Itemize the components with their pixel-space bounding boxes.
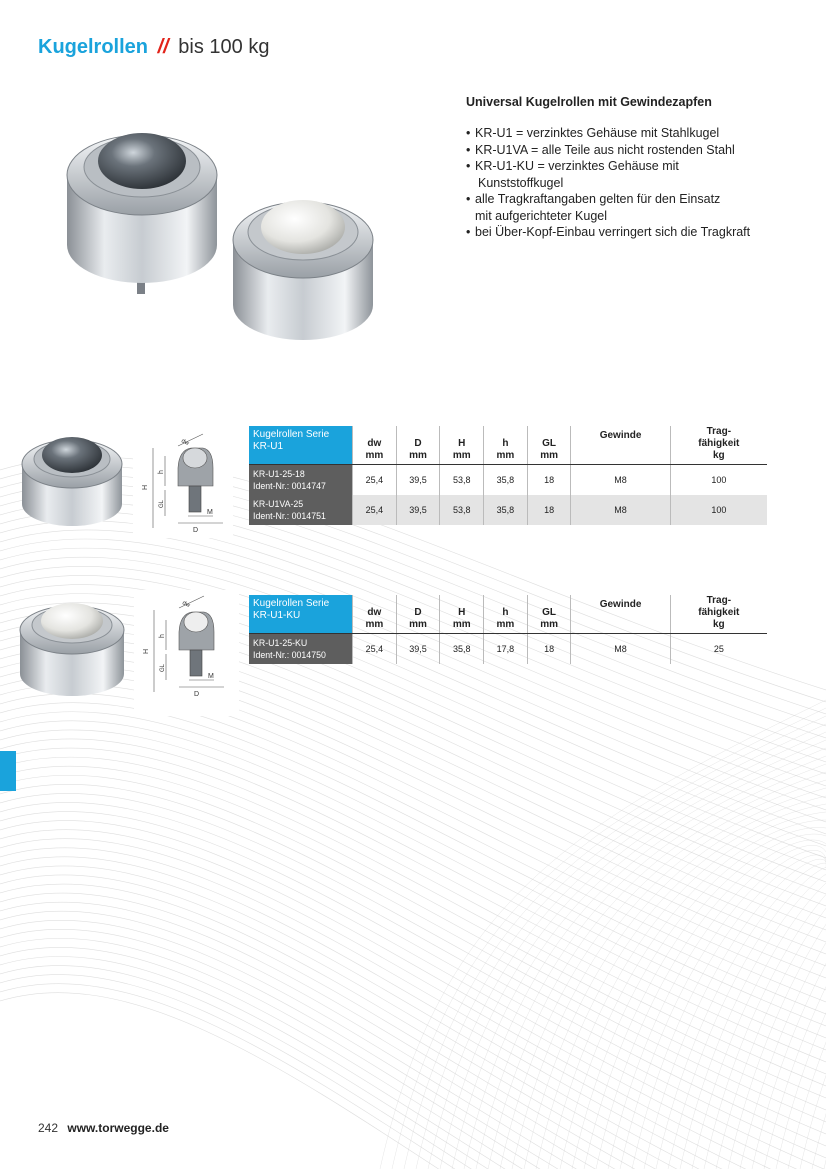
feature-item — [466, 224, 786, 241]
cell-h: 17,8 — [484, 634, 528, 665]
wave-line — [728, 883, 826, 1169]
wave-line — [0, 956, 826, 1169]
wave-line — [0, 830, 826, 1169]
label-GL: GL — [160, 663, 166, 672]
page-number: 242 — [38, 1121, 59, 1135]
product-photo-kr-u1 — [18, 424, 128, 534]
label-GL: GL — [159, 499, 165, 508]
wave-line — [512, 788, 826, 1169]
label-dw: dw — [180, 438, 190, 448]
col-header-gewinde: Gewinde — [571, 426, 670, 465]
wave-line — [692, 874, 826, 1169]
label-H: H — [142, 484, 149, 490]
label-D: D — [194, 691, 200, 698]
table-row — [249, 634, 767, 665]
cell-H: 35,8 — [440, 634, 484, 665]
feature-text-continued: Kunststoffkugel — [478, 175, 564, 190]
spec-table-kr-u1 — [249, 426, 767, 525]
wave-line — [752, 888, 826, 1169]
feature-text: bei Über-Kopf-Einbau verringert sich die Tragkraft — [475, 225, 751, 239]
series-code: KR-U1 — [253, 441, 284, 452]
wave-line — [464, 756, 826, 1169]
technical-drawing-kr-u1-ku — [134, 590, 239, 716]
label-M: M — [207, 509, 213, 516]
wave-line — [0, 993, 826, 1169]
cell-H: 53,8 — [440, 465, 484, 496]
label-h: h — [159, 634, 166, 638]
spec-table-kr-u1-ku — [249, 595, 767, 664]
col-header-H: H mm — [440, 426, 484, 465]
cell-GL: 18 — [527, 465, 571, 496]
wave-line — [0, 730, 826, 1050]
cell-dw: 25,4 — [353, 495, 397, 525]
col-header-GL: GL mm — [527, 595, 571, 634]
label-D: D — [193, 527, 199, 534]
row-label: KR-U1-25-18 Ident-Nr.: 0014747 — [249, 465, 353, 496]
wave-line — [788, 896, 826, 1169]
title-separator: // — [157, 36, 169, 58]
wave-line — [0, 748, 826, 1074]
cell-h: 35,8 — [484, 495, 528, 525]
series-label: Kugelrollen Serie — [253, 429, 330, 440]
title-subtitle: bis 100 kg — [178, 36, 270, 58]
feature-item — [466, 142, 786, 159]
feature-text: KR-U1 = verzinktes Gehäuse mit Stahlkugel — [475, 126, 720, 140]
wave-line — [0, 721, 826, 1038]
cell-dw: 25,4 — [353, 634, 397, 665]
cell-gewinde: M8 — [571, 495, 670, 525]
cell-gewinde: M8 — [571, 634, 670, 665]
feature-text-continued: mit aufgerichteter Kugel — [475, 208, 608, 223]
wave-line — [428, 732, 826, 1169]
label-h: h — [158, 470, 165, 474]
page-footer — [38, 1121, 169, 1135]
product-photo-kr-u1-ku — [16, 592, 128, 704]
wave-line — [476, 764, 826, 1169]
wave-line — [0, 984, 826, 1169]
wave-line — [416, 724, 826, 1169]
feature-item — [466, 158, 786, 191]
wave-line — [0, 784, 826, 1122]
row-label: KR-U1VA-25 Ident-Nr.: 0014751 — [249, 495, 353, 525]
cell-D: 39,5 — [396, 465, 440, 496]
cell-dw: 25,4 — [353, 465, 397, 496]
series-header — [249, 595, 353, 634]
col-header-dw: dw mm — [353, 595, 397, 634]
cell-GL: 18 — [527, 495, 571, 525]
col-header-GL: GL mm — [527, 426, 571, 465]
col-header-gewinde: Gewinde — [571, 595, 670, 634]
title-main: Kugelrollen — [38, 36, 149, 58]
wave-line — [0, 703, 826, 1014]
series-code: KR-U1-KU — [253, 610, 301, 621]
product-photo-main — [55, 115, 395, 360]
wave-line — [0, 694, 826, 1002]
cell-H: 53,8 — [440, 495, 484, 525]
cell-tragfaehigkeit: 100 — [670, 495, 767, 525]
label-dw: dw — [181, 600, 191, 610]
col-header-D: D mm — [396, 595, 440, 634]
col-header-H: H mm — [440, 595, 484, 634]
label-H: H — [143, 648, 150, 654]
cell-D: 39,5 — [396, 495, 440, 525]
wave-line — [0, 684, 826, 990]
feature-text: KR-U1-KU = verzinktes Gehäuse mit — [475, 159, 679, 173]
wave-line — [0, 775, 826, 1110]
feature-item — [466, 191, 786, 224]
cell-h: 35,8 — [484, 465, 528, 496]
feature-text: KR-U1VA = alle Teile aus nicht rostenden Stahl — [475, 142, 735, 157]
col-header-dw: dw mm — [353, 426, 397, 465]
wave-line — [0, 975, 826, 1169]
wave-line — [704, 877, 826, 1169]
technical-drawing-kr-u1 — [133, 428, 233, 538]
col-header-tragfaehigkeit: Trag- fähigkeit kg — [670, 426, 767, 465]
product-description — [466, 95, 786, 241]
chapter-tab-marker — [0, 751, 16, 791]
label-M: M — [208, 673, 214, 680]
feature-text: alle Tragkraftangaben gelten für den Einsatz — [475, 192, 721, 206]
col-header-h: h mm — [484, 426, 528, 465]
row-label: KR-U1-25-KU Ident-Nr.: 0014750 — [249, 634, 353, 665]
feature-list — [466, 125, 786, 241]
wave-line — [548, 812, 826, 1169]
description-heading: Universal Kugelrollen mit Gewindezapfen — [466, 95, 712, 109]
series-header — [249, 426, 353, 465]
wave-line — [0, 839, 826, 1169]
wave-line — [740, 886, 826, 1169]
series-label: Kugelrollen Serie — [253, 598, 330, 609]
cell-tragfaehigkeit: 25 — [670, 634, 767, 665]
wave-line — [0, 821, 826, 1169]
table-row — [249, 465, 767, 496]
col-header-tragfaehigkeit: Trag- fähigkeit kg — [670, 595, 767, 634]
col-header-D: D mm — [396, 426, 440, 465]
page-title — [38, 36, 269, 59]
wave-line — [620, 850, 826, 1169]
table-row — [249, 495, 767, 525]
wave-line — [0, 793, 826, 1134]
feature-item — [466, 125, 786, 142]
col-header-h: h mm — [484, 595, 528, 634]
cell-GL: 18 — [527, 634, 571, 665]
cell-gewinde: M8 — [571, 465, 670, 496]
wave-line — [716, 880, 826, 1169]
cell-D: 39,5 — [396, 634, 440, 665]
cell-tragfaehigkeit: 100 — [670, 465, 767, 496]
website-link[interactable]: www.torwegge.de — [67, 1121, 169, 1135]
